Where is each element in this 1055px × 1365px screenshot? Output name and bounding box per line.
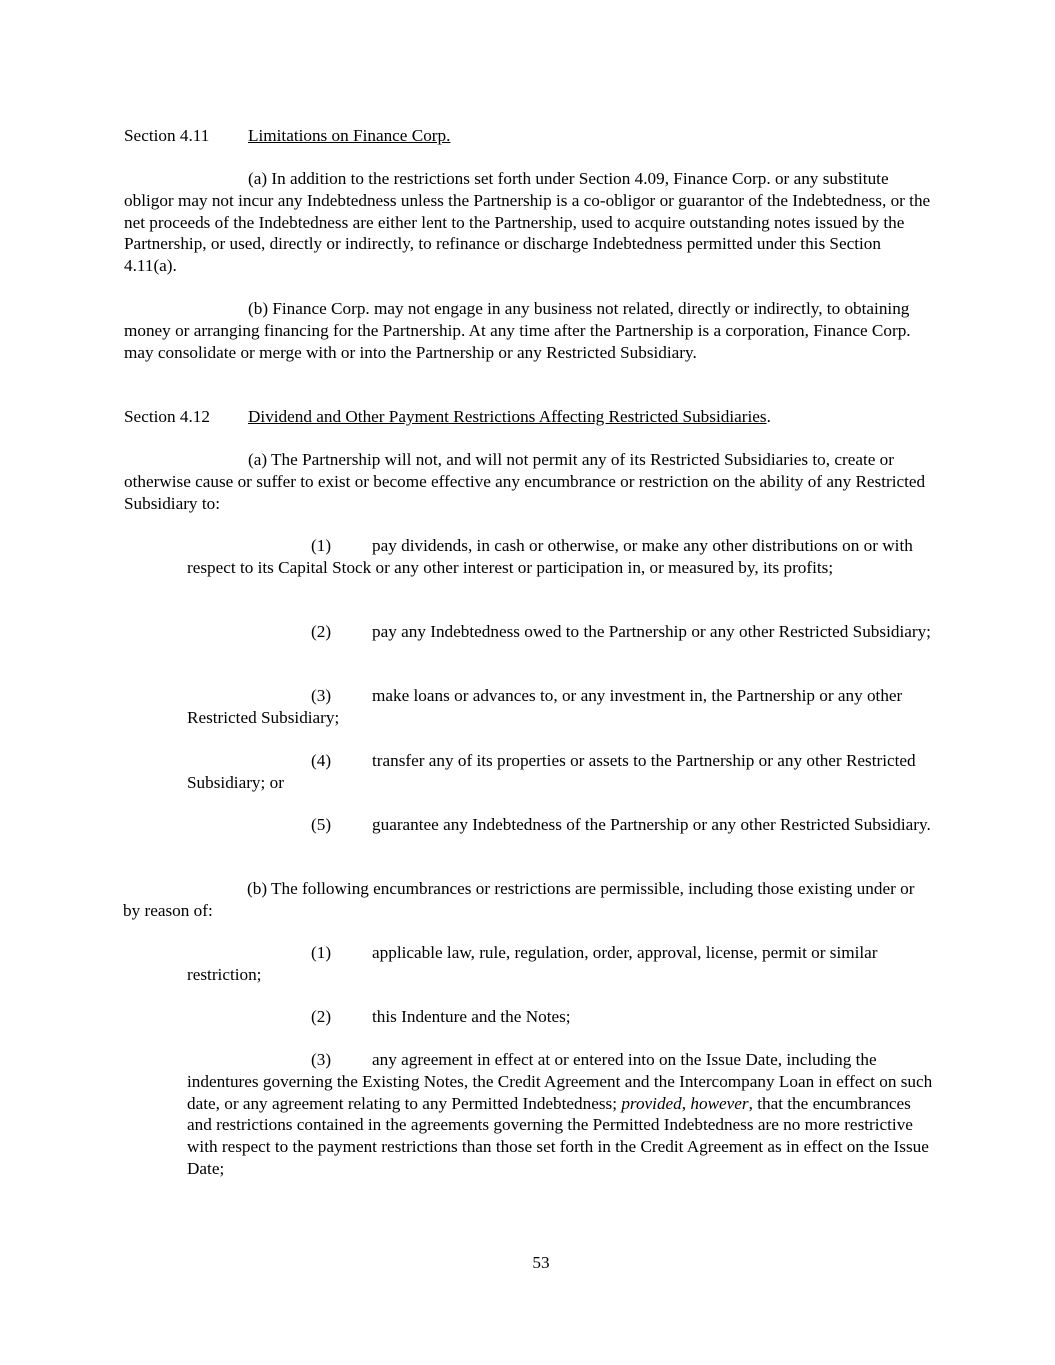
item-text-separator: , [681,1093,691,1113]
section-4-12-heading [124,406,771,428]
section-4-12-para-b: (b) The following encumbrances or restrictions are permissible, including those existing under or by reason of: [123,879,915,920]
item-text: guarantee any Indebtedness of the Partnership or any other Restricted Subsidiary. [372,815,931,834]
item-text: make loans or advances to, or any investment in, the Partnership or any other Restricted Subsidiary; [187,686,903,727]
item-text: any agreement in effect at or entered into on the Issue Date, including the indentures governing the Existing Notes, the Credit Agreement and the Intercompany Loan in effect on such date, or any agreement relating to any Permitted Indebtedness; [187,1050,933,1113]
item-number: (4) [311,751,332,770]
list-item [187,535,935,579]
item-text: applicable law, rule, regulation, order, approval, license, permit or similar restriction; [187,943,878,984]
item-text: pay dividends, in cash or otherwise, or make any other distributions on or with respect to its Capital Stock or any other interest or participation in, or measured by, its profits; [187,536,913,577]
item-number: (3) [311,1050,332,1069]
page-number: 53 [532,1253,550,1272]
item-number: (2) [311,1007,332,1026]
section-title-period: . [766,407,771,426]
list-item [187,685,935,729]
list-item [187,1006,935,1028]
item-number: (2) [311,622,332,641]
section-title: Dividend and Other Payment Restrictions Affecting Restricted Subsidiaries [248,407,767,426]
section-4-11-para-b: (b) Finance Corp. may not engage in any business not related, directly or indirectly, to obtaining money or arranging financing for the Partnership. At any time after the Partnership is a corporation, Finance Corp. may consolidate or merge with or into the Partnership or any Restricted Subsidiary. [124,299,911,362]
list-item [187,621,935,643]
section-4-11-heading [124,125,450,147]
item-number: (1) [311,536,332,555]
section-4-12-para-a: (a) The Partnership will not, and will not permit any of its Restricted Subsidiaries to, create or otherwise cause or suffer to exist or become effective any encumbrance or restriction on the ability of any Restricted Subsidiary to: [124,450,926,513]
list-item [187,814,935,836]
item-number: (5) [311,815,332,834]
italic-however: however [690,1093,749,1113]
list-item [187,1049,935,1180]
item-text-continued: , that the encumbrances and restrictions contained in the agreements governing the Permitted Indebtedness are no more restrictive with respect to the payment restrictions than those set forth in the Credit Agreement as in effect on the Issue Date; [187,1093,929,1178]
item-text: transfer any of its properties or assets to the Partnership or any other Restricted Subsidiary; or [187,751,916,792]
item-text: pay any Indebtedness owed to the Partnership or any other Restricted Subsidiary; [372,622,931,641]
italic-provided: provided [621,1093,682,1113]
section-number: Section 4.12 [124,407,210,426]
list-item [187,750,935,794]
item-number: (3) [311,686,332,705]
section-4-11-para-a: (a) In addition to the restrictions set forth under Section 4.09, Finance Corp. or any substitute obligor may not incur any Indebtedness unless the Partnership is a co-obligor or guarantor of the Indebtedness, or the net proceeds of the Indebtedness are either lent to the Partnership, used to acquire outstanding notes issued by the Partnership, or used, directly or indirectly, to refinance or discharge Indebtedness permitted under this Section 4.11(a). [124,169,931,276]
item-text: this Indenture and the Notes; [372,1007,571,1026]
section-title: Limitations on Finance Corp. [248,126,451,145]
item-number: (1) [311,943,332,962]
list-item [187,942,935,986]
section-number: Section 4.11 [124,126,210,145]
